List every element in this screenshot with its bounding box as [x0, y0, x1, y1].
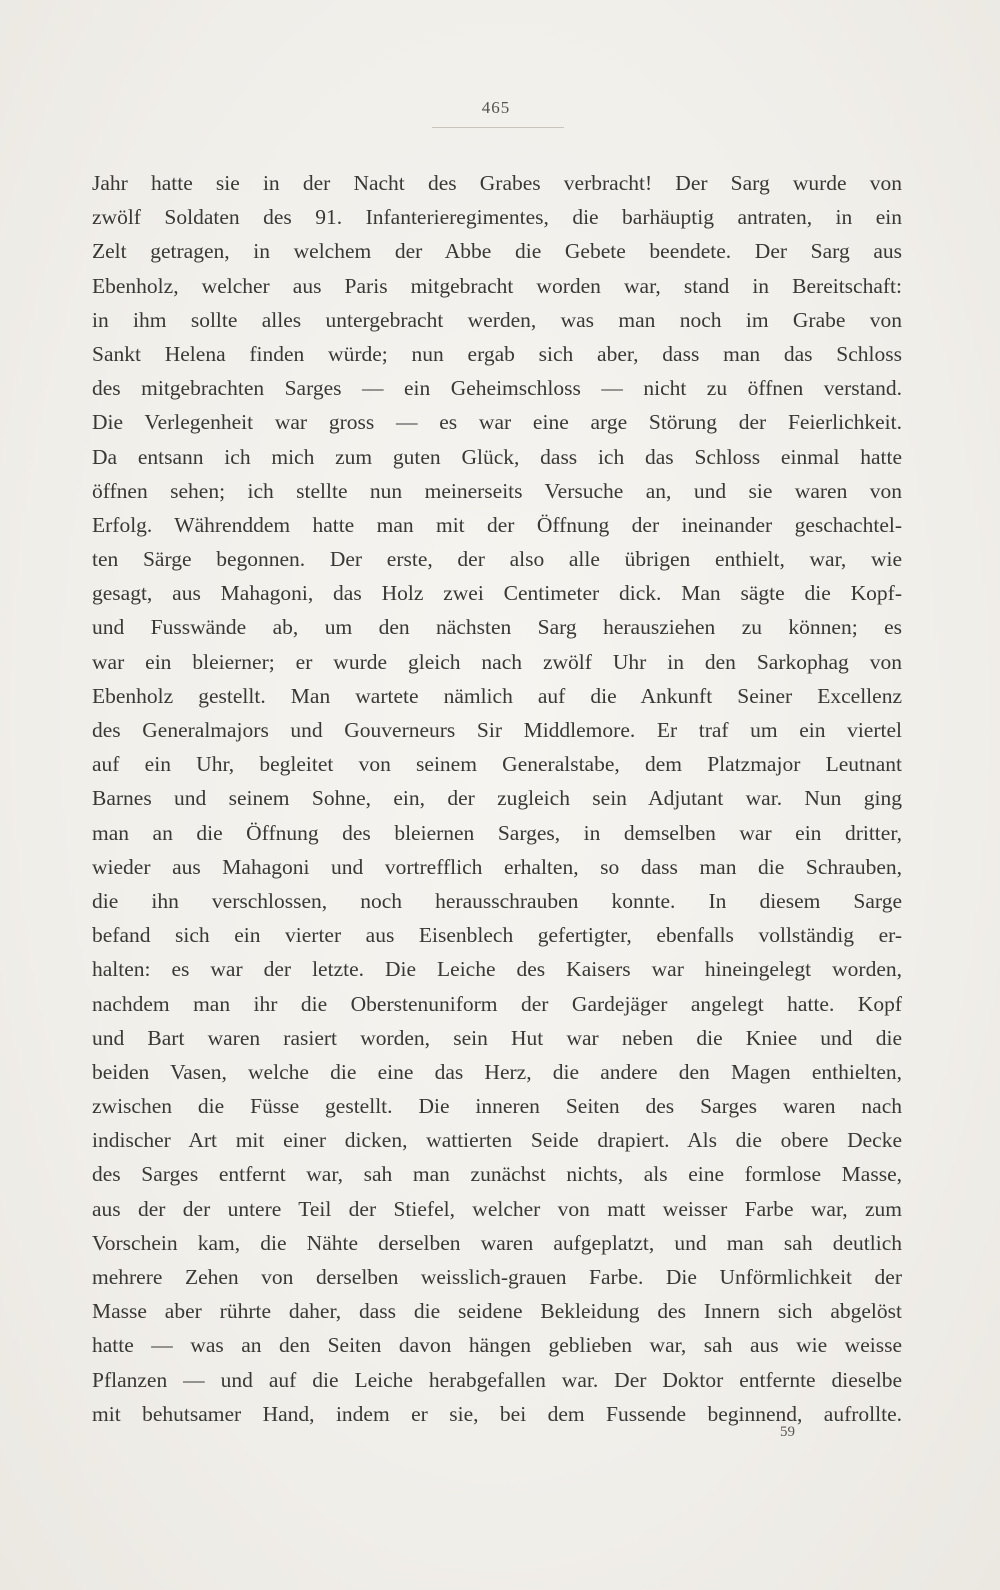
text-line: des Sarges entfernt war, sah man zunächst nichts, als eine formlose Masse, [92, 1162, 902, 1187]
body-text [92, 166, 902, 1431]
text-line: Ebenholz, welcher aus Paris mitgebracht worden war, stand in Bereitschaft: [92, 273, 902, 298]
text-line: Die Verlegenheit war gross — es war eine arge Störung der Feierlichkeit. [92, 410, 902, 435]
text-line: Vorschein kam, die Nähte derselben waren aufgeplatzt, und man sah deutlich [92, 1230, 902, 1255]
text-line: Pflanzen — und auf die Leiche herabgefallen war. Der Doktor entfernte dieselbe [92, 1367, 902, 1392]
text-line: Sankt Helena finden würde; nun ergab sich aber, dass man das Schloss [92, 341, 902, 366]
text-line: befand sich ein vierter aus Eisenblech gefertigter, ebenfalls vollständig er- [92, 923, 902, 948]
text-line: mit behutsamer Hand, indem er sie, bei dem Fussende beginnend, aufrollte. [92, 1401, 902, 1426]
text-line: Masse aber rührte daher, dass die seidene Bekleidung des Innern sich abgelöst [92, 1299, 902, 1324]
text-line: hatte — was an den Seiten davon hängen geblieben war, sah aus wie weisse [92, 1333, 902, 1358]
text-line: Jahr hatte sie in der Nacht des Grabes verbracht! Der Sarg wurde von [92, 171, 902, 195]
text-line: war ein bleierner; er wurde gleich nach zwölf Uhr in den Sarkophag von [92, 649, 902, 674]
text-line: des mitgebrachten Sarges — ein Geheimschloss — nicht zu öffnen verstand. [92, 376, 902, 401]
text-line: in ihm sollte alles untergebracht werden, was man noch im Grabe von [92, 307, 902, 332]
text-line: und Bart waren rasiert worden, sein Hut war neben die Kniee und die [92, 1025, 902, 1050]
header-rule [432, 127, 564, 128]
signature-mark: 59 [780, 1424, 795, 1440]
text-line: mehrere Zehen von derselben weisslich-grauen Farbe. Die Unförmlichkeit der [92, 1265, 902, 1289]
text-line: des Generalmajors und Gouverneurs Sir Middlemore. Er traf um ein viertel [92, 718, 902, 742]
text-line: Zelt getragen, in welchem der Abbe die Gebete beendete. Der Sarg aus [92, 239, 902, 264]
text-line: und Fusswände ab, um den nächsten Sarg herausziehen zu können; es [92, 615, 902, 640]
text-line: wieder aus Mahagoni und vortrefflich erhalten, so dass man die Schrauben, [92, 854, 902, 879]
text-line: zwölf Soldaten des 91. Infanterieregimentes, die barhäuptig antraten, in ein [92, 205, 902, 230]
text-line: Barnes und seinem Sohne, ein, der zugleich sein Adjutant war. Nun ging [92, 786, 902, 811]
text-line: aus der der untere Teil der Stiefel, welcher von matt weisser Farbe war, zum [92, 1196, 902, 1221]
page-number: 465 [481, 98, 511, 117]
text-line: man an die Öffnung des bleiernen Sarges, in demselben war ein dritter, [92, 820, 902, 845]
text-line: zwischen die Füsse gestellt. Die inneren Seiten des Sarges waren nach [92, 1094, 902, 1119]
text-line: Erfolg. Währenddem hatte man mit der Öffnung der ineinander geschachtel- [92, 512, 902, 537]
text-line: die ihn verschlossen, noch herausschrauben konnte. In diesem Sarge [92, 888, 902, 913]
text-line: Ebenholz gestellt. Man wartete nämlich auf die Ankunft Seiner Excellenz [92, 683, 902, 708]
text-line: öffnen sehen; ich stellte nun meinerseits Versuche an, und sie waren von [92, 478, 902, 503]
text-line: ten Särge begonnen. Der erste, der also alle übrigen enthielt, war, wie [92, 547, 902, 572]
text-line: halten: es war der letzte. Die Leiche des Kaisers war hineingelegt worden, [92, 957, 902, 982]
text-line: nachdem man ihr die Oberstenuniform der Gardejäger angelegt hatte. Kopf [92, 991, 902, 1016]
text-line: indischer Art mit einer dicken, wattierten Seide drapiert. Als die obere Decke [92, 1128, 902, 1153]
text-line: auf ein Uhr, begleitet von seinem Generalstabe, dem Platzmajor Leutnant [92, 752, 902, 777]
text-line: beiden Vasen, welche die eine das Herz, die andere den Magen enthielten, [92, 1059, 902, 1084]
text-line: Da entsann ich mich zum guten Glück, dass ich das Schloss einmal hatte [92, 444, 902, 469]
text-line: gesagt, aus Mahagoni, das Holz zwei Centimeter dick. Man sägte die Kopf- [92, 581, 902, 606]
